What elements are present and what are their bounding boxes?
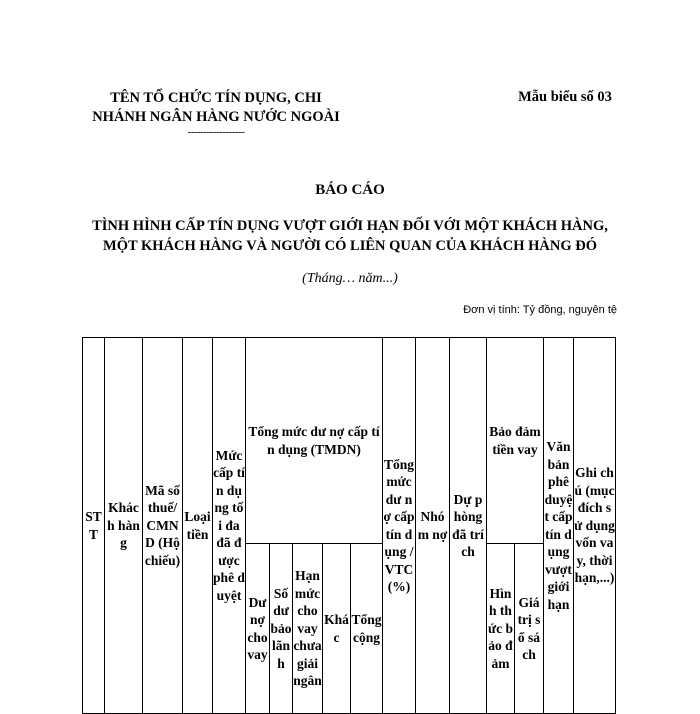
report-subtitle-line1: TÌNH HÌNH CẤP TÍN DỤNG VƯỢT GIỚI HẠN ĐỐI VỚI MỘT KHÁCH HÀNG, [92,218,608,234]
col-header-book-value: Giá trị sổ sách [515,544,544,714]
col-header-currency: Loại tiền [183,338,213,714]
col-header-debt-group: Nhóm nợ [416,338,450,714]
col-header-max-approved: Mức cấp tín dụng tối đa đã được phê duyệt [213,338,246,714]
col-header-unused-limit: Hạn mức cho vay chưa giải ngân [293,544,323,714]
col-header-total-outstanding-group: Tổng mức dư nợ cấp tín dụng (TMDN) [246,338,383,544]
col-header-approval-doc: Văn bản phê duyệt cấp tín dụng vượt giới hạn [544,338,574,714]
organization-header [80,89,352,137]
col-header-provision: Dự phòng đã trích [450,338,487,714]
col-header-other: Khác [323,544,351,714]
unit-of-measure: Đơn vị tính: Tỷ đồng, nguyên tệ [463,304,617,316]
report-title: BÁO CÁO [315,182,385,198]
col-header-guarantee-balance: Số dư bảo lãnh [270,544,293,714]
col-header-stt: STT [83,338,105,714]
organization-divider: ------------------ [187,126,245,138]
report-subtitle [0,216,700,256]
col-header-tax-id: Mã số thuế/ CMND (Hộ chiếu) [143,338,183,714]
col-header-notes: Ghi chú (mục đích sử dụng vốn vay, thời hạn,...) [574,338,616,714]
col-header-total: Tổng cộng [351,544,383,714]
report-period: (Tháng… năm...) [302,271,398,286]
col-header-customer: Khách hàng [105,338,143,714]
form-number: Mẫu biểu số 03 [518,89,612,105]
organization-name-line2: NHÁNH NGÂN HÀNG NƯỚC NGOÀI [92,109,340,125]
credit-report-table [82,337,616,714]
col-header-loan-balance: Dư nợ cho vay [246,544,270,714]
col-header-collateral-group: Bảo đảm tiền vay [487,338,544,544]
col-header-ratio-to-equity: Tổng mức dư nợ cấp tín dụng / VTC (%) [383,338,416,714]
organization-name-line1: TÊN TỔ CHỨC TÍN DỤNG, CHI [110,90,322,106]
report-subtitle-line2: MỘT KHÁCH HÀNG VÀ NGƯỜI CÓ LIÊN QUAN CỦA KHÁCH HÀNG ĐÓ [103,238,597,254]
col-header-collateral-form: Hình thức bảo đảm [487,544,515,714]
